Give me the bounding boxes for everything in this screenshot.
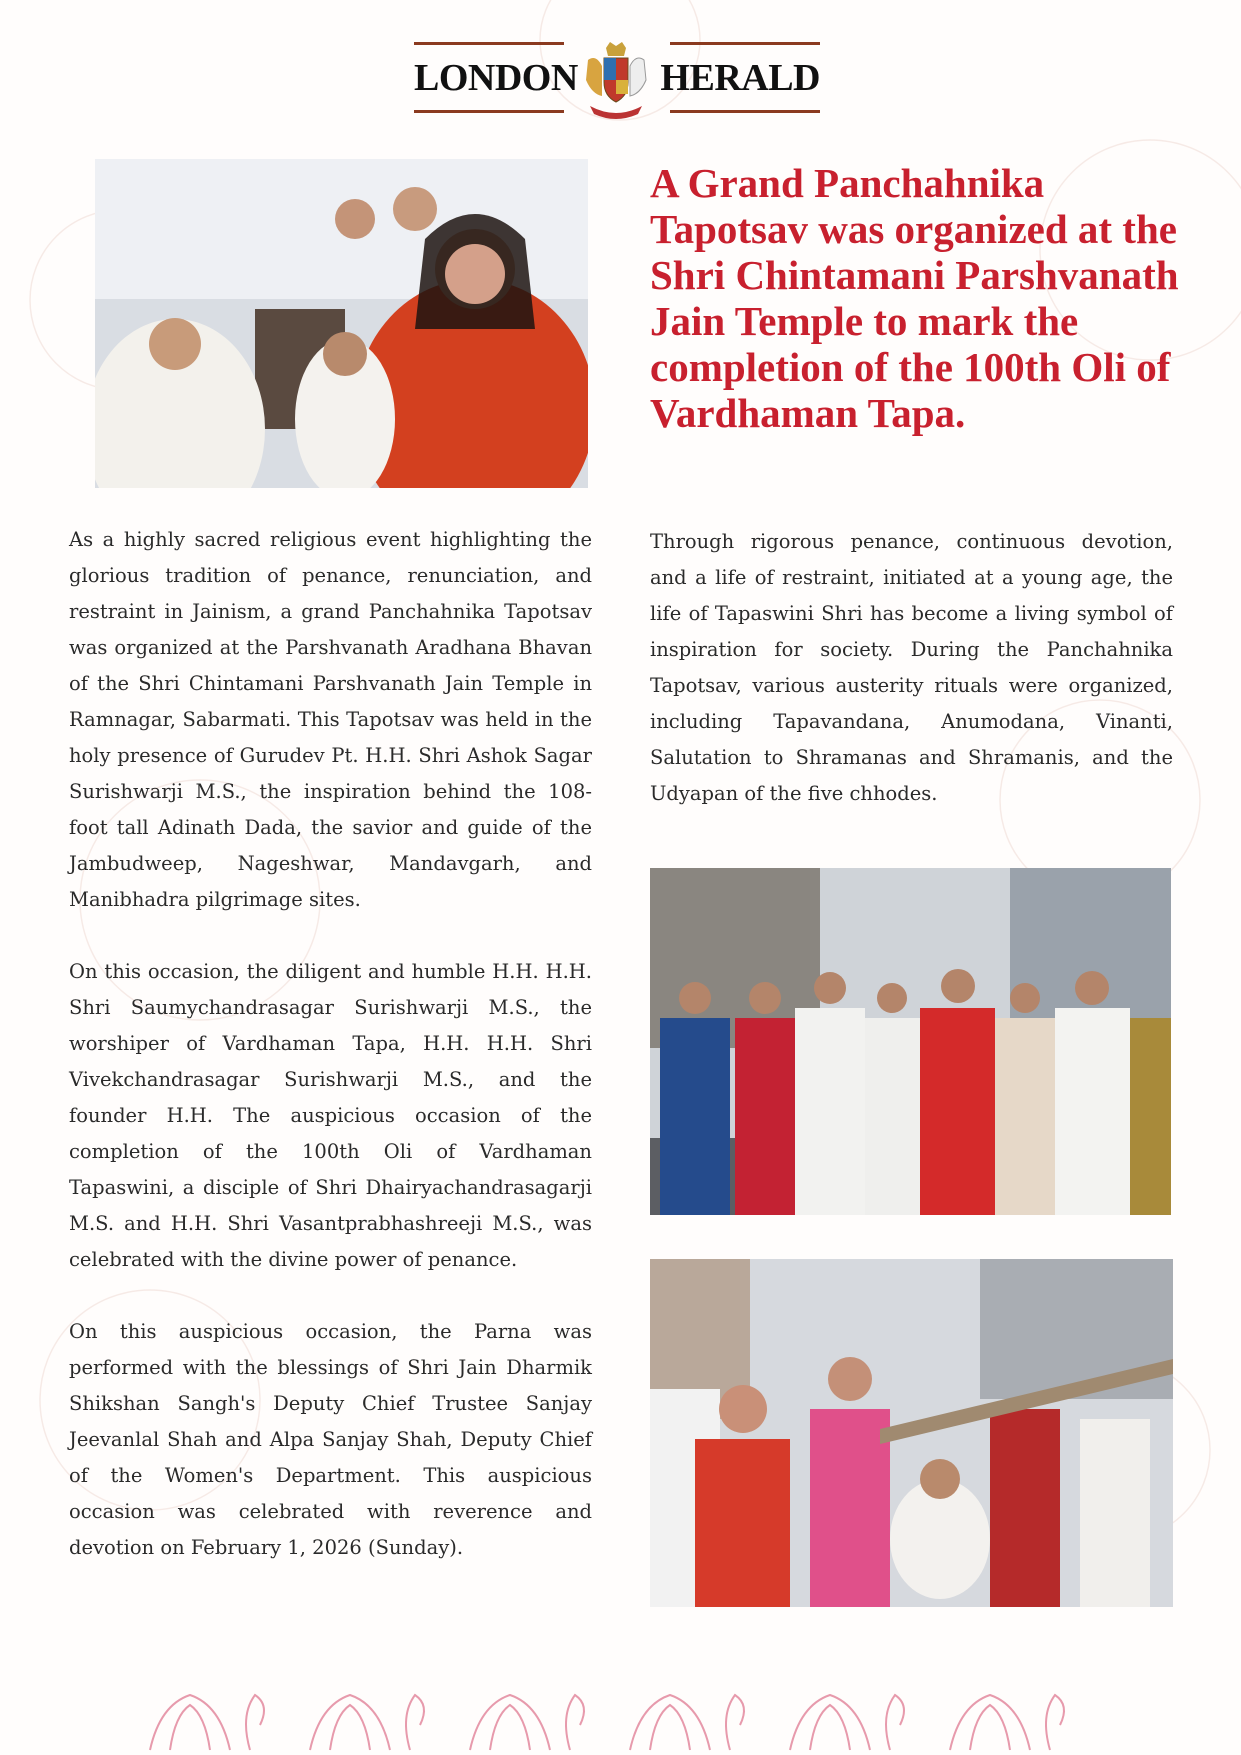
masthead-left-word: LONDON <box>414 57 578 99</box>
lotus-border-decoration <box>140 1675 1100 1755</box>
photo-ceremony-indoor <box>95 159 588 488</box>
left-article-column <box>69 522 592 1602</box>
photo-street-group <box>650 868 1171 1215</box>
paragraph: Through rigorous penance, continuous devotion, and a life of restraint, initiated at a young age, the life of Tapaswini Shri has become a living symbol of inspiration for society. During the Panchahnika Tapotsav, various austerity rituals were organized, including Tapavandana, Anumodana, Vinanti, Salutation to Shramanas and Shramanis, and the Udyapan of the five chhodes. <box>650 530 1173 805</box>
masthead-right-word: HERALD <box>660 57 820 99</box>
right-article-column <box>650 524 1173 848</box>
paragraph: On this occasion, the diligent and humble H.H. H.H. Shri Saumychandrasagar Surishwarji M.S., the worshiper of Vardhaman Tapa, H.H. H.H. Shri Vivekchandrasagar Surishwarji M.S., and the founder H.H. The auspicious occasion of the completion of the 100th Oli of Vardhaman Tapaswini, a disciple of Shri Dhairyachandrasagarji M.S. and H.H. Shri Vasantprabhashreeji M.S., was celebrated with the divine power of penance. <box>69 960 592 1271</box>
masthead-logo <box>414 40 820 124</box>
paragraph: As a highly sacred religious event highlighting the glorious tradition of penance, renunciation, and restraint in Jainism, a grand Panchahnika Tapotsav was organized at the Parshvanath Aradhana Bhavan of the Shri Chintamani Parshvanath Jain Temple in Ramnagar, Sabarmati. This Tapotsav was held in the holy presence of Gurudev Pt. H.H. Shri Ashok Sagar Surishwarji M.S., the inspiration behind the 108-foot tall Adinath Dada, the savior and guide of the Jambudweep, Nageshwar, Mandavgarh, and Manibhadra pilgrimage sites. <box>69 528 592 911</box>
photo-street-procession <box>650 1259 1173 1607</box>
paragraph: On this auspicious occasion, the Parna was performed with the blessings of Shri Jain Dharmik Shikshan Sangh's Deputy Chief Trustee Sanjay Jeevanlal Shah and Alpa Sanjay Shah, Deputy Chief of the Women's Department. This auspicious occasion was celebrated with reverence and devotion on February 1, 2026 (Sunday). <box>69 1320 592 1559</box>
royal-crest-icon <box>574 40 658 124</box>
article-headline: A Grand Panchahnika Tapotsav was organized at the Shri Chintamani Parshvanath Jain Temple to mark the completion of the 100th Oli of Vardhaman Tapa. <box>650 160 1179 436</box>
